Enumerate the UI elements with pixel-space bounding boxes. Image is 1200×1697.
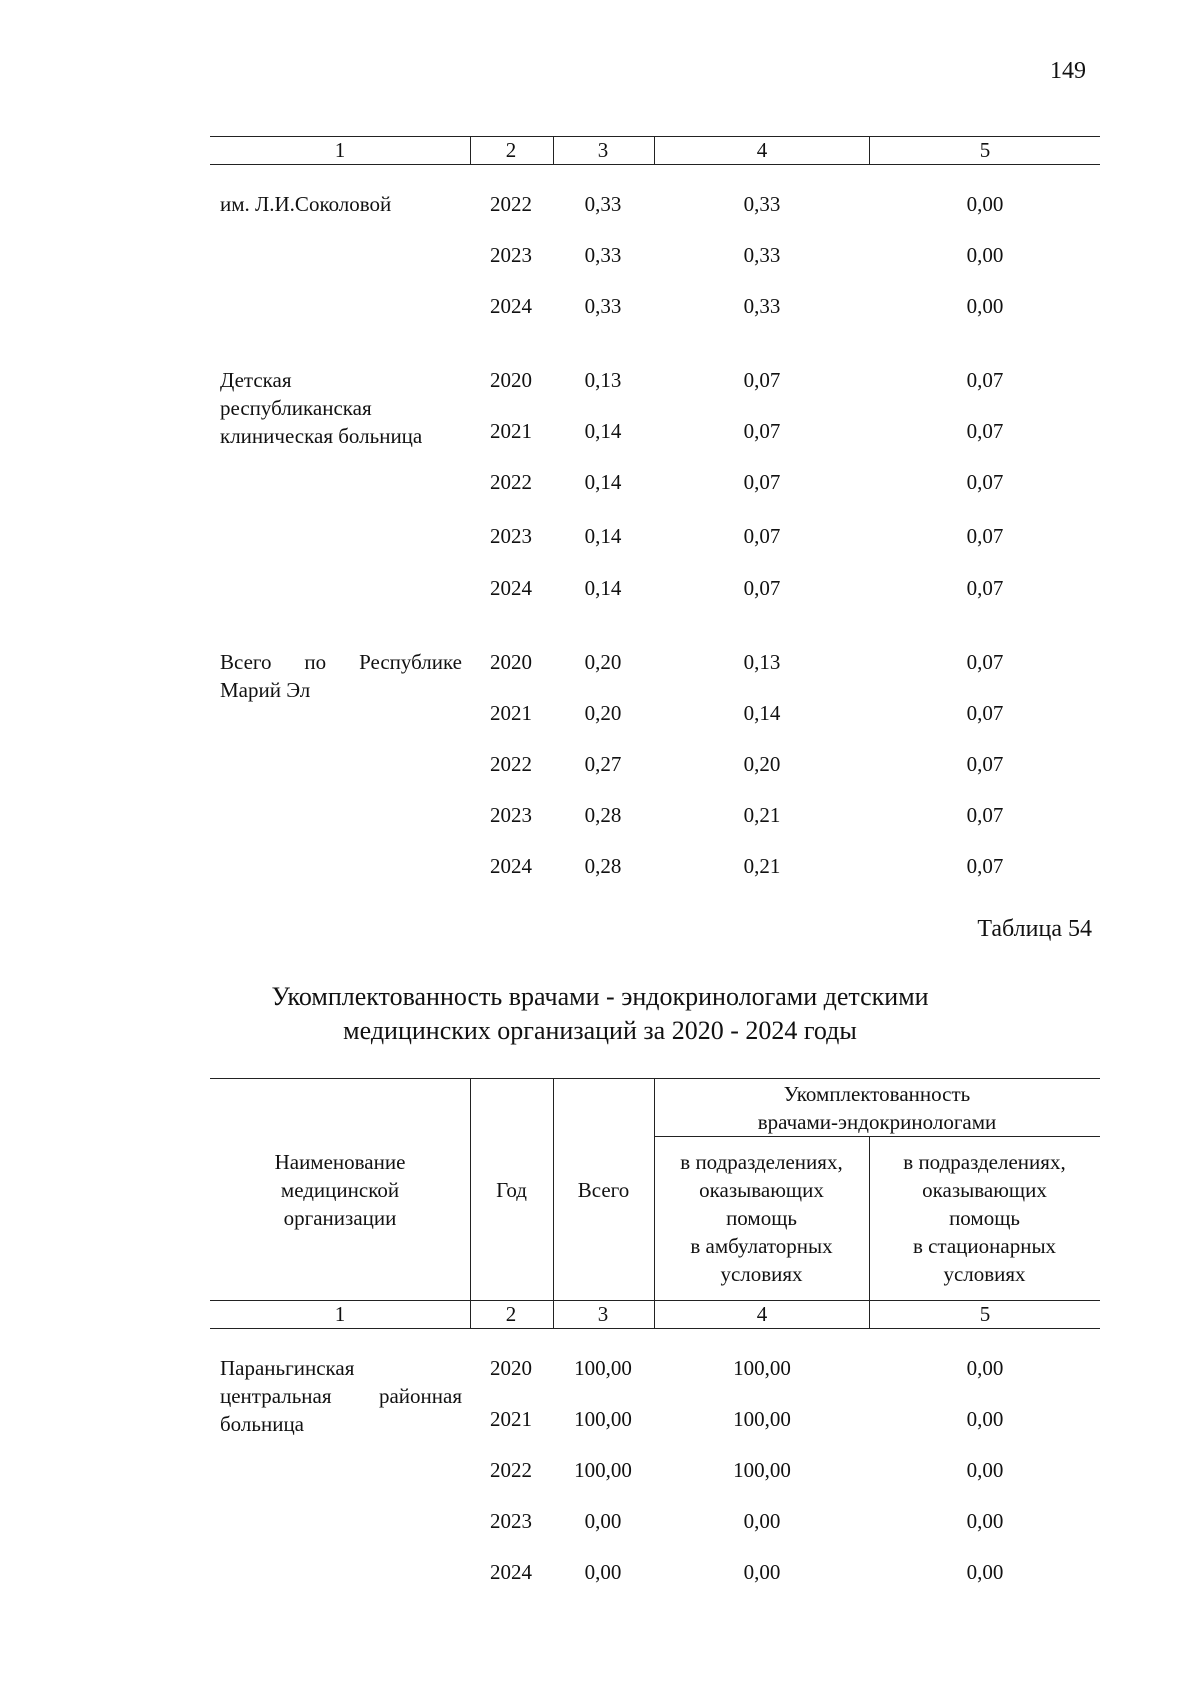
year-cell: 2022 [490,470,532,494]
total-cell: 0,28 [584,854,622,878]
inpatient-cell: 0,00 [966,1407,1004,1431]
org-name-line: Марий Эл [220,678,311,702]
ambulatory-cell: 100,00 [733,1407,791,1431]
year-cell: 2023 [490,1509,532,1533]
header-year: Год [496,1178,527,1202]
ambulatory-cell: 0,07 [743,576,781,600]
inpatient-cell: 0,07 [966,368,1004,392]
inpatient-cell: 0,00 [966,294,1004,318]
header-ambulatory [654,1148,869,1288]
org-name-line: клиническая больница [220,424,423,448]
total-cell: 0,27 [584,752,622,776]
column-number: 3 [597,138,609,162]
ambulatory-cell: 0,07 [743,368,781,392]
ambulatory-cell: 0,07 [743,470,781,494]
ambulatory-cell: 0,14 [743,701,781,725]
total-cell: 0,13 [584,368,622,392]
inpatient-cell: 0,07 [966,419,1004,443]
inpatient-cell: 0,00 [966,192,1004,216]
header-line: медицинской [280,1178,400,1202]
column-divider [654,136,655,164]
total-cell: 0,33 [584,294,622,318]
column-number: 4 [756,1302,768,1326]
year-cell: 2024 [490,1560,532,1584]
header-staffing-group [654,1080,1100,1136]
year-cell: 2021 [490,1407,532,1431]
inpatient-cell: 0,00 [966,1509,1004,1533]
header-line: в стационарных [912,1234,1057,1258]
table-rule [210,164,1100,165]
ambulatory-cell: 0,00 [743,1509,781,1533]
inpatient-cell: 0,07 [966,524,1004,548]
column-divider [869,136,870,164]
ambulatory-cell: 100,00 [733,1356,791,1380]
total-cell: 0,00 [584,1509,622,1533]
year-cell: 2023 [490,524,532,548]
org-name-line: республиканская [220,396,372,420]
ambulatory-cell: 0,13 [743,650,781,674]
header-line: оказывающих [699,1178,824,1202]
total-cell: 100,00 [574,1356,632,1380]
table-rule [210,1078,1100,1079]
column-number: 4 [756,138,768,162]
column-number: 2 [505,1302,517,1326]
column-divider [470,136,471,164]
inpatient-cell: 0,00 [966,1356,1004,1380]
org-name-line: больница [220,1412,304,1436]
total-cell: 0,28 [584,803,622,827]
header-line: в подразделениях, [680,1150,843,1174]
header-total: Всего [577,1178,630,1202]
org-name-line: центральная районная [220,1384,462,1408]
header-line: условиях [720,1262,803,1286]
column-number: 1 [334,1302,346,1326]
total-cell: 0,33 [584,192,622,216]
year-cell: 2022 [490,192,532,216]
page-number: 149 [1050,58,1086,84]
inpatient-cell: 0,07 [966,470,1004,494]
column-number: 3 [597,1302,609,1326]
year-cell: 2021 [490,419,532,443]
column-number: 1 [334,138,346,162]
table-title [0,980,1200,1048]
inpatient-cell: 0,00 [966,1458,1004,1482]
header-line: врачами-эндокринологами [757,1110,997,1134]
total-cell: 100,00 [574,1407,632,1431]
inpatient-cell: 0,00 [966,1560,1004,1584]
ambulatory-cell: 100,00 [733,1458,791,1482]
year-cell: 2022 [490,752,532,776]
header-org-name [210,1148,470,1232]
org-name-line: Детская [220,368,292,392]
column-number: 5 [979,138,991,162]
header-line: Укомплектованность [783,1082,971,1106]
header-line: в подразделениях, [903,1150,1066,1174]
table-rule [654,1136,1100,1137]
header-line: помощь [949,1206,1020,1230]
table-label: Таблица 54 [977,916,1092,942]
year-cell: 2024 [490,854,532,878]
total-cell: 100,00 [574,1458,632,1482]
header-line: организации [283,1206,397,1230]
column-divider [553,136,554,164]
inpatient-cell: 0,07 [966,650,1004,674]
org-name-cell [220,648,462,704]
title-line: медицинских организаций за 2020 - 2024 годы [343,1016,857,1045]
year-cell: 2023 [490,803,532,827]
ambulatory-cell: 0,07 [743,524,781,548]
year-cell: 2023 [490,243,532,267]
ambulatory-cell: 0,33 [743,294,781,318]
org-name-line: Параньгинская [220,1356,355,1380]
title-line: Укомплектованность врачами - эндокринологами детскими [271,982,929,1011]
inpatient-cell: 0,07 [966,854,1004,878]
ambulatory-cell: 0,33 [743,243,781,267]
ambulatory-cell: 0,21 [743,854,781,878]
inpatient-cell: 0,07 [966,752,1004,776]
header-line: помощь [726,1206,797,1230]
year-cell: 2020 [490,368,532,392]
total-cell: 0,14 [584,470,622,494]
total-cell: 0,20 [584,650,622,674]
year-cell: 2020 [490,1356,532,1380]
org-name-line: им. Л.И.Соколовой [220,192,392,216]
header-line: условиях [943,1262,1026,1286]
ambulatory-cell: 0,20 [743,752,781,776]
year-cell: 2024 [490,576,532,600]
total-cell: 0,14 [584,419,622,443]
total-cell: 0,00 [584,1560,622,1584]
header-inpatient [869,1148,1100,1288]
year-cell: 2021 [490,701,532,725]
ambulatory-cell: 0,33 [743,192,781,216]
inpatient-cell: 0,07 [966,701,1004,725]
column-number: 2 [505,138,517,162]
total-cell: 0,33 [584,243,622,267]
inpatient-cell: 0,07 [966,576,1004,600]
header-line: Наименование [274,1150,406,1174]
inpatient-cell: 0,00 [966,243,1004,267]
table-rule [210,1328,1100,1329]
org-name-line: Всего по Республике [220,650,462,674]
ambulatory-cell: 0,00 [743,1560,781,1584]
header-line: в амбулаторных [690,1234,833,1258]
total-cell: 0,14 [584,576,622,600]
org-name-cell [220,1354,462,1438]
ambulatory-cell: 0,21 [743,803,781,827]
org-name-cell [220,190,391,218]
year-cell: 2024 [490,294,532,318]
inpatient-cell: 0,07 [966,803,1004,827]
org-name-cell [220,366,422,450]
total-cell: 0,14 [584,524,622,548]
ambulatory-cell: 0,07 [743,419,781,443]
header-line: оказывающих [922,1178,1047,1202]
year-cell: 2022 [490,1458,532,1482]
total-cell: 0,20 [584,701,622,725]
column-number: 5 [979,1302,991,1326]
year-cell: 2020 [490,650,532,674]
